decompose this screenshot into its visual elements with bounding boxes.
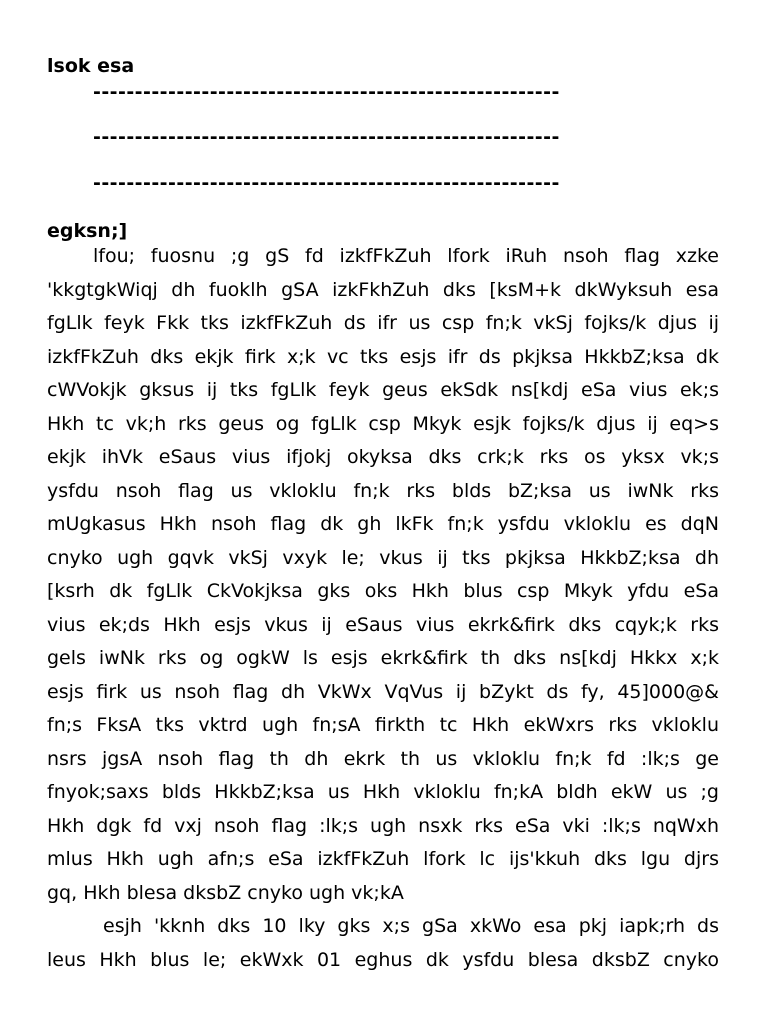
body-line: lfou; fuosnu ;g gS fd izkfFkZuh lfork iRuh nsoh flag xzke	[93, 245, 719, 267]
body-line: izkfFkZuh dks ekjk firk x;k vc tks esjs ifr ds pkjksa HkkbZ;ksa dk	[47, 345, 719, 368]
recipient-heading: lsok esa	[47, 55, 135, 77]
body-line: nsrs jgsA nsoh flag th dh ekrk th us vkloklu fn;k fd :lk;s ge	[47, 747, 719, 770]
body-line: esjs firk us nsoh flag dh VkWx VqVus ij bZykt ds fy, 45]000@&	[47, 680, 719, 703]
body-line: gq, Hkh blesa dksbZ cnyko ugh vk;kA	[47, 881, 404, 904]
body-line: Hkh dgk fd vxj nsoh flag :lk;s ugh nsxk rks eSa vki :lk;s nqWxh	[47, 814, 719, 837]
body-line: fgLlk feyk Fkk tks izkfFkZuh ds ifr us csp fn;k vkSj fojks/k djus ij	[47, 312, 719, 334]
body-line: [ksrh dk fgLlk CkVokjksa gks oks Hkh blus csp Mkyk yfdu eSa	[47, 580, 719, 602]
blank-line-2: --------------------------------------------------------	[93, 126, 560, 148]
letter-body	[47, 240, 719, 977]
body-line: Hkh tc vk;h rks geus og fgLlk csp Mkyk esjk fojks/k djus ij eq>s	[47, 412, 719, 435]
body-line: cWVokjk gksus ij tks fgLlk feyk geus ekSdk ns[kdj eSa vius ek;s	[47, 379, 719, 401]
body-line: 'kkgtgkWiqj dh fuoklh gSA izkFkhZuh dks [ksM+k dkWyksuh esa	[47, 278, 719, 301]
body-line: fn;s FksA tks vktrd ugh fn;sA firkth tc Hkh ekWxrs rks vkloklu	[47, 714, 719, 736]
body-line: cnyko ugh gqvk vkSj vxyk le; vkus ij tks pkjksa HkkbZ;ksa dh	[47, 546, 719, 569]
body-line: mUgkasus Hkh nsoh flag dk gh lkFk fn;k ysfdu vkloklu es dqN	[47, 513, 719, 535]
blank-line-3: --------------------------------------------------------	[93, 172, 560, 194]
body-line: mlus Hkh ugh afn;s eSa izkfFkZuh lfork lc ijs'kkuh dks lgu djrs	[47, 848, 719, 870]
body-line: leus Hkh blus le; ekWxk 01 eghus dk ysfdu blesa dksbZ cnyko	[47, 948, 719, 971]
body-line: ekjk ihVk eSaus vius ifjokj okyksa dks crk;k rks os yksx vk;s	[47, 446, 719, 468]
blank-line-1: --------------------------------------------------------	[93, 81, 560, 103]
body-line: gels iwNk rks og ogkW ls esjs ekrk&firk th dks ns[kdj Hkkx x;k	[47, 647, 719, 669]
salutation-heading: egksn;]	[47, 220, 128, 242]
body-line: fnyok;saxs blds HkkbZ;ksa us Hkh vkloklu fn;kA bldh ekW us ;g	[47, 781, 719, 803]
body-line: ysfdu nsoh flag us vkloklu fn;k rks blds bZ;ksa us iwNk rks	[47, 479, 719, 502]
body-line: esjh 'kknh dks 10 lky gks x;s gSa xkWo esa pkj iapk;rh ds	[103, 915, 719, 937]
body-line: vius ek;ds Hkh esjs vkus ij eSaus vius ekrk&firk dks cqyk;k rks	[47, 613, 719, 636]
